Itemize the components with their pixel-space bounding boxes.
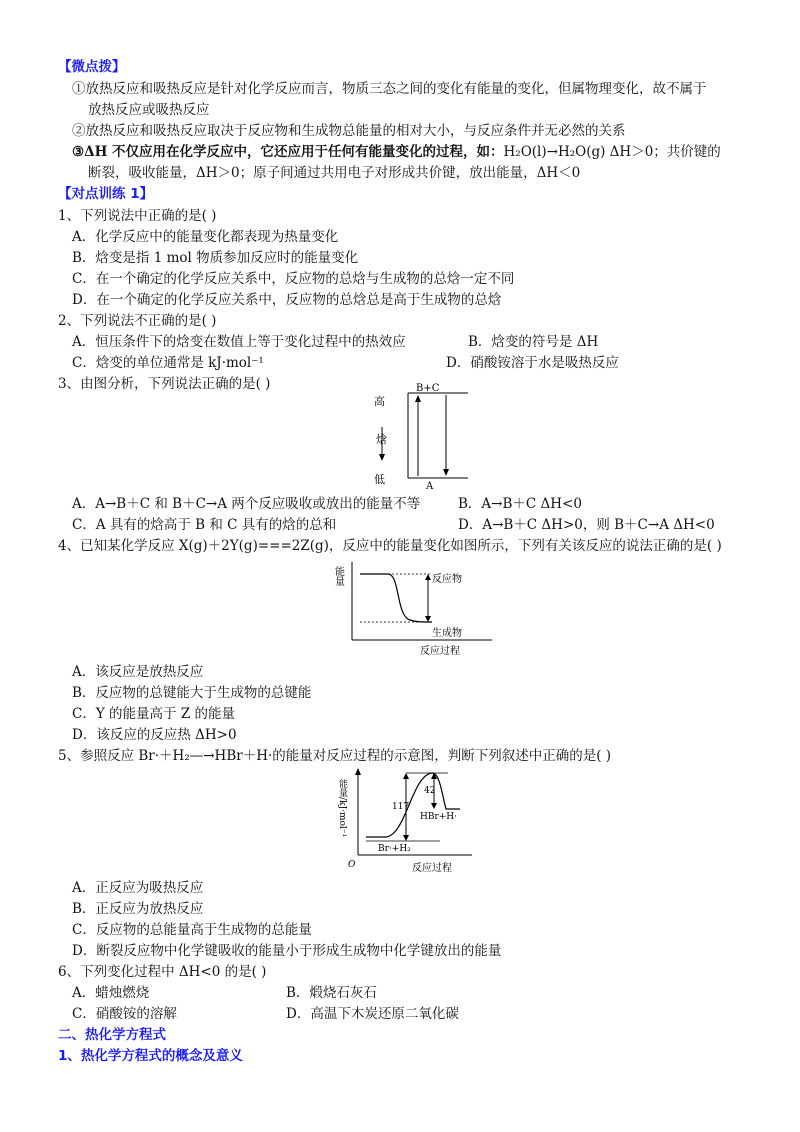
q1-stem: 1、下列说法中正确的是( ) bbox=[58, 208, 217, 224]
practice-header: 【对点训练 1】 bbox=[58, 186, 154, 202]
q5-option-c[interactable]: C．反应物的总能量高于生成物的总能量 bbox=[72, 922, 312, 938]
q3-option-a[interactable]: A．A→B＋C 和 B＋C→A 两个反应吸收或放出的能量不等 bbox=[72, 496, 421, 512]
tip-point-1a: ①放热反应和吸热反应是针对化学反应而言，物质三态之间的变化有能量的变化，但属物理变化，故不属于 bbox=[72, 81, 707, 97]
q5-option-a[interactable]: A．正反应为吸热反应 bbox=[72, 880, 204, 896]
q1-option-a[interactable]: A．化学反应中的能量变化都表现为热量变化 bbox=[72, 229, 339, 245]
q5-label-product: HBr+H· bbox=[420, 812, 458, 822]
tip-point-2: ②放热反应和吸热反应取决于反应物和生成物总能量的相对大小，与反应条件并无必然的关系 bbox=[72, 123, 626, 139]
q1-option-d[interactable]: D．在一个确定的化学反应关系中，反应物的总焓总是高于生成物的总焓 bbox=[72, 292, 502, 308]
tip-header: 【微点拨】 bbox=[58, 59, 126, 75]
q2-option-d[interactable]: D．硝酸铵溶于水是吸热反应 bbox=[446, 355, 619, 371]
tip-point-3a bbox=[72, 142, 721, 162]
q1-option-c[interactable]: C．在一个确定的化学反应关系中，反应物的总焓与生成物的总焓一定不同 bbox=[72, 271, 515, 287]
q4-option-a[interactable]: A．该反应是放热反应 bbox=[72, 664, 204, 680]
q5-label-origin: O bbox=[348, 860, 356, 870]
q5-label-42: 42 bbox=[424, 786, 436, 796]
q2-option-b[interactable]: B．焓变的符号是 ΔH bbox=[468, 334, 599, 350]
section-2-title: 二、热化学方程式 bbox=[58, 1027, 166, 1043]
q5-label-117: 117 bbox=[392, 802, 410, 812]
q2-option-c[interactable]: C．焓变的单位通常是 kJ·mol⁻¹ bbox=[72, 355, 264, 371]
q2-stem: 2、下列说法不正确的是( ) bbox=[58, 313, 217, 329]
q4-energy-diagram bbox=[332, 554, 506, 662]
q5-label-reactant: Br·+H₂ bbox=[378, 844, 411, 854]
tip-point-3b: 断裂，吸收能量，ΔH＞0；原子间通过共用电子对形成共价键，放出能量，ΔH＜0 bbox=[88, 165, 581, 181]
q2-option-a[interactable]: A．恒压条件下的焓变在数值上等于变化过程中的热效应 bbox=[72, 334, 406, 350]
q3-label-enthalpy: 焓 bbox=[376, 433, 387, 446]
q3-label-bc: B+C bbox=[416, 383, 440, 394]
q3-label-low: 低 bbox=[374, 473, 385, 486]
q4-label-reactant: 反应物 bbox=[432, 574, 462, 585]
q3-label-high: 高 bbox=[374, 395, 385, 408]
tip-point-1b: 放热反应或吸热反应 bbox=[88, 102, 210, 118]
q6-option-b[interactable]: B．煅烧石灰石 bbox=[286, 985, 377, 1001]
q5-label-process: 反应过程 bbox=[412, 863, 452, 874]
q3-label-a: A bbox=[426, 481, 434, 492]
tip-point-3a-bold: ③ΔH 不仅应用在化学反应中，它还应用于任何有能量变化的过程，如： bbox=[72, 144, 504, 160]
q4-label-process: 反应过程 bbox=[420, 646, 460, 657]
q3-option-d[interactable]: D．A→B＋C ΔH>0，则 B＋C→A ΔH<0 bbox=[458, 517, 715, 533]
q5-option-b[interactable]: B．正反应为放热反应 bbox=[72, 901, 204, 917]
q3-option-b[interactable]: B．A→B＋C ΔH<0 bbox=[458, 496, 582, 512]
tip-point-3a-rest: H₂O(l)→H₂O(g) ΔH＞0；共价键的 bbox=[503, 144, 721, 160]
q5-label-energy: 能量/kJ·mol⁻¹ bbox=[337, 779, 347, 838]
q5-option-d[interactable]: D．断裂反应物中化学键吸收的能量小于形成生成物中化学键放出的能量 bbox=[72, 943, 502, 959]
q1-option-b[interactable]: B．焓变是指 1 mol 物质参加反应时的能量变化 bbox=[72, 250, 359, 266]
q3-enthalpy-diagram bbox=[360, 383, 480, 491]
q4-label-energy: 能量 bbox=[332, 566, 344, 586]
section-2-subtitle: 1、热化学方程式的概念及意义 bbox=[58, 1048, 243, 1064]
q4-stem: 4、已知某化学反应 X(g)＋2Y(g)===2Z(g)，反应中的能量变化如图所示，下列有关该反应的说法正确的是( ) bbox=[58, 538, 722, 554]
q6-option-a[interactable]: A．蜡烛燃烧 bbox=[72, 985, 150, 1001]
q4-option-d[interactable]: D．该反应的反应热 ΔH>0 bbox=[72, 727, 237, 743]
q6-option-c[interactable]: C．硝酸铵的溶解 bbox=[72, 1006, 177, 1022]
q6-stem: 6、下列变化过程中 ΔH<0 的是( ) bbox=[58, 964, 267, 980]
q3-stem: 3、由图分析，下列说法正确的是( ) bbox=[58, 376, 271, 392]
q4-option-c[interactable]: C．Y 的能量高于 Z 的能量 bbox=[72, 706, 235, 722]
q5-energy-diagram bbox=[336, 765, 476, 877]
q4-option-b[interactable]: B．反应物的总键能大于生成物的总键能 bbox=[72, 685, 312, 701]
q3-option-c[interactable]: C．A 具有的焓高于 B 和 C 具有的焓的总和 bbox=[72, 517, 337, 533]
q5-stem: 5、参照反应 Br·＋H₂—→HBr＋H·的能量对反应过程的示意图，判断下列叙述中正确的是( ) bbox=[58, 748, 612, 764]
q6-option-d[interactable]: D．高温下木炭还原二氧化碳 bbox=[286, 1006, 459, 1022]
q4-label-product: 生成物 bbox=[432, 628, 462, 639]
